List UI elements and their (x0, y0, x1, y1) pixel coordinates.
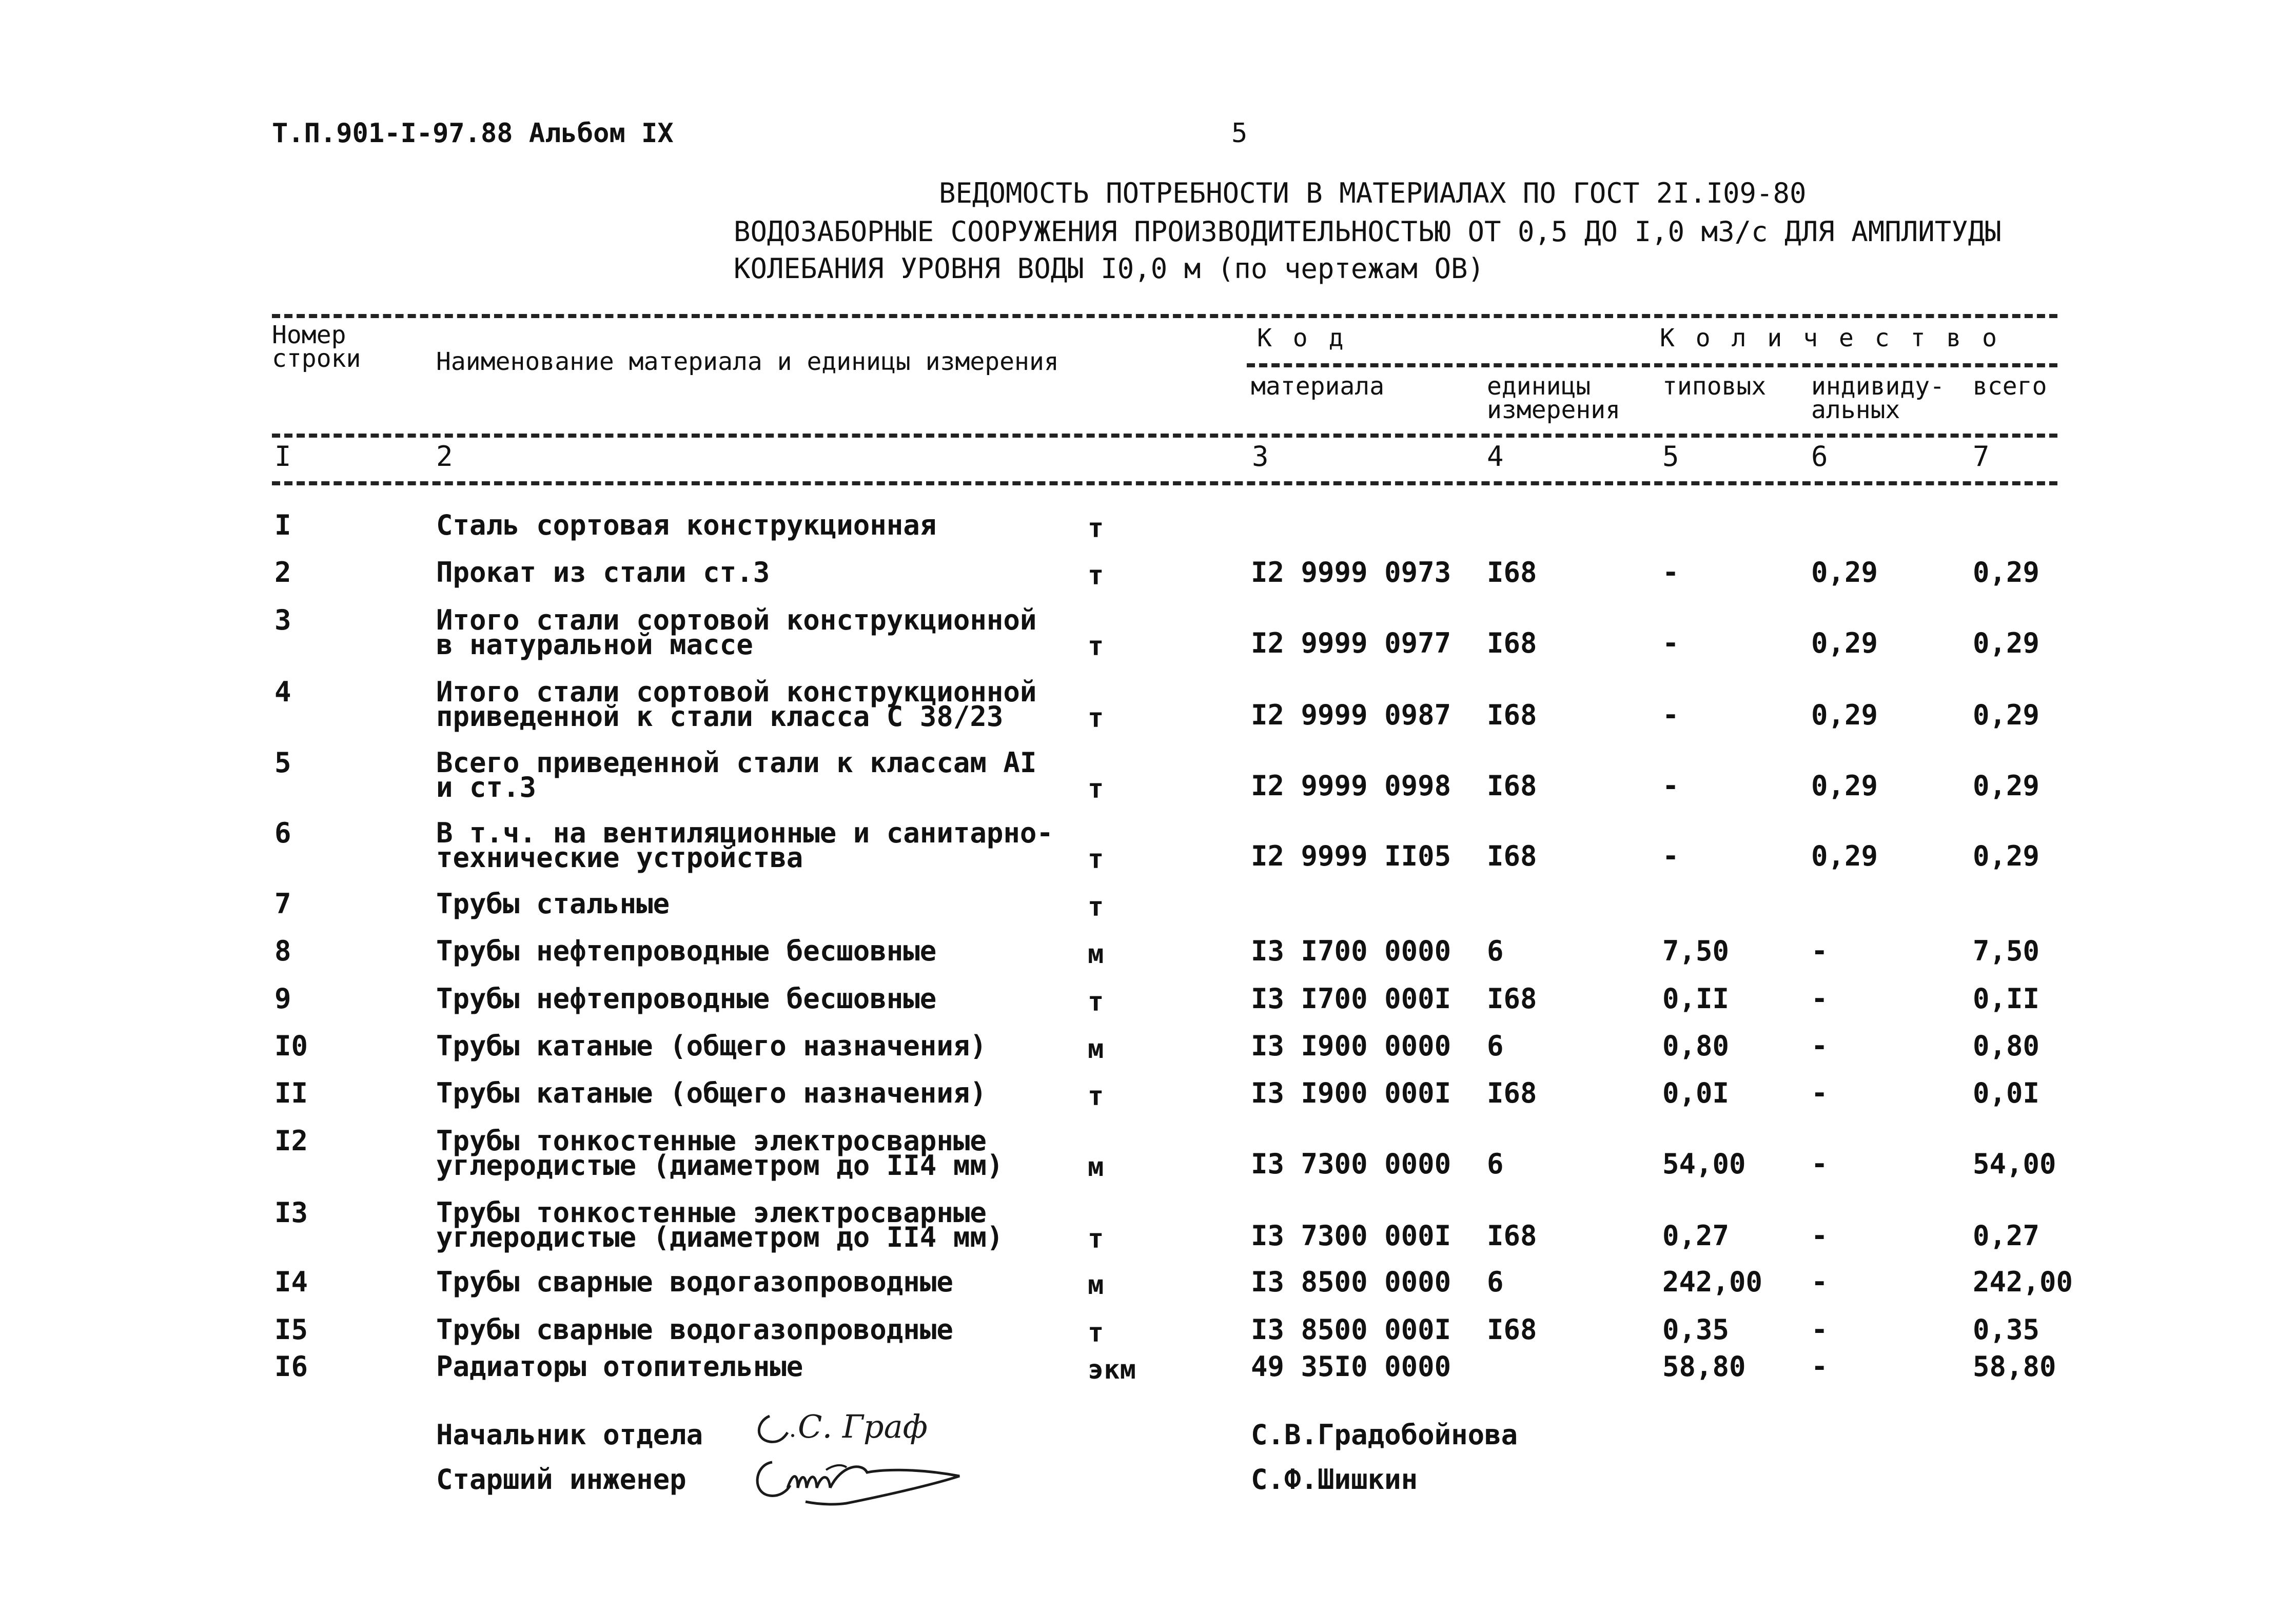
material-name: Трубы тонкостенные электросварные (436, 1125, 987, 1157)
col-qty-individual-line2: альных (1811, 396, 1900, 424)
unit-of-measure: м (1088, 939, 1104, 970)
row-number: 9 (274, 983, 291, 1015)
row-number: I0 (274, 1030, 308, 1062)
material-name: Итого стали сортовой конструкционной (436, 604, 1037, 636)
page-number: 5 (1231, 118, 1248, 149)
qty-typical: 0,II (1662, 983, 1730, 1015)
material-name: Сталь сортовая конструкционная (436, 509, 937, 541)
material-code: 49 35I0 0000 (1251, 1350, 1451, 1383)
col-code-unit-line2: измерения (1487, 396, 1621, 424)
row-number: 4 (274, 676, 291, 708)
title-line-2: ВОДОЗАБОРНЫЕ СООРУЖЕНИЯ ПРОИЗВОДИТЕЛЬНОСТЬЮ ОТ 0,5 ДО I,0 м3/с ДЛЯ АМПЛИТУДЫ (734, 215, 2001, 248)
head-of-department-name: С.В.Градобойнова (1251, 1419, 1518, 1451)
material-code: I3 I700 000I (1251, 983, 1451, 1015)
material-name-continued: и ст.3 (436, 771, 537, 803)
qty-individual: - (1811, 1077, 1828, 1109)
qty-typical: 54,00 (1662, 1148, 1746, 1180)
unit-of-measure: т (1088, 1081, 1104, 1112)
material-code: I3 7300 000I (1251, 1220, 1451, 1252)
senior-engineer-signature (744, 1444, 1011, 1513)
qty-typical: - (1662, 840, 1679, 872)
row-number: 8 (274, 935, 291, 967)
unit-code: I68 (1487, 556, 1537, 588)
material-code: I2 9999 0977 (1251, 627, 1451, 659)
unit-code: 6 (1487, 935, 1504, 967)
qty-individual: - (1811, 1350, 1828, 1383)
col-row-number-line2: строки (272, 344, 361, 373)
row-number: 5 (274, 746, 291, 779)
row-number: 3 (274, 604, 291, 636)
unit-code: I68 (1487, 1220, 1537, 1252)
material-code: I3 I900 0000 (1251, 1030, 1451, 1062)
unit-of-measure: т (1088, 1318, 1104, 1348)
material-name: Трубы тонкостенные электросварные (436, 1196, 987, 1229)
title-line-1: ВЕДОМОСТЬ ПОТРЕБНОСТИ В МАТЕРИАЛАХ ПО ГОСТ 2I.I09-80 (939, 177, 1807, 209)
col-number-4: 4 (1487, 440, 1504, 473)
qty-typical: - (1662, 699, 1679, 731)
unit-of-measure: т (1088, 560, 1104, 591)
col-material-name: Наименование материала и единицы измерения (436, 347, 1059, 376)
qty-individual: - (1811, 935, 1828, 967)
unit-of-measure: т (1088, 987, 1104, 1017)
qty-individual: 0,29 (1811, 770, 1878, 802)
unit-of-measure: м (1088, 1270, 1104, 1301)
material-code: I3 I900 000I (1251, 1077, 1451, 1109)
qty-total: 0,29 (1973, 699, 2040, 731)
material-code: I2 9999 II05 (1251, 840, 1451, 872)
col-number-6: 6 (1811, 440, 1828, 473)
unit-code: I68 (1487, 1077, 1537, 1109)
qty-typical: - (1662, 627, 1679, 659)
qty-total: 0,29 (1973, 556, 2040, 588)
qty-typical: - (1662, 556, 1679, 588)
qty-individual: - (1811, 1266, 1828, 1298)
qty-total: 58,80 (1973, 1350, 2056, 1383)
unit-of-measure: т (1088, 844, 1104, 875)
row-number: I2 (274, 1125, 308, 1157)
row-number: I4 (274, 1266, 308, 1298)
unit-code: 6 (1487, 1266, 1504, 1298)
material-code: I3 8500 000I (1251, 1313, 1451, 1346)
material-name-continued: технические устройства (436, 841, 803, 874)
row-number: I (274, 509, 291, 541)
unit-of-measure: т (1088, 631, 1104, 662)
qty-total: 0,II (1973, 983, 2040, 1015)
qty-typical: 0,0I (1662, 1077, 1730, 1109)
qty-total: 0,80 (1973, 1030, 2040, 1062)
unit-of-measure: т (1088, 1224, 1104, 1254)
material-name: Трубы нефтепроводные бесшовные (436, 935, 937, 967)
unit-code: I68 (1487, 770, 1537, 802)
qty-total: 7,50 (1973, 935, 2040, 967)
col-quantity-group: К о л и ч е с т в о (1660, 324, 2000, 352)
unit-code: I68 (1487, 1313, 1537, 1346)
material-name: Трубы нефтепроводные бесшовные (436, 983, 937, 1015)
qty-individual: - (1811, 1220, 1828, 1252)
row-number: 6 (274, 817, 291, 849)
material-name: Итого стали сортовой конструкционной (436, 676, 1037, 708)
col-qty-total: всего (1973, 372, 2047, 401)
row-number: II (274, 1077, 308, 1109)
unit-code: 6 (1487, 1148, 1504, 1180)
unit-code: I68 (1487, 983, 1537, 1015)
table-rule-subheader (1247, 363, 2057, 367)
table-rule-numbers-bottom (272, 481, 2057, 485)
unit-of-measure: т (1088, 892, 1104, 922)
material-code: I3 8500 0000 (1251, 1266, 1451, 1298)
unit-code: I68 (1487, 627, 1537, 659)
material-code: I3 I700 0000 (1251, 935, 1451, 967)
unit-of-measure: м (1088, 1152, 1104, 1183)
qty-typical: 0,27 (1662, 1220, 1730, 1252)
title-line-3: КОЛЕБАНИЯ УРОВНЯ ВОДЫ I0,0 м (по чертежам ОВ) (734, 252, 1484, 285)
unit-code: I68 (1487, 699, 1537, 731)
material-name-continued: в натуральной массе (436, 628, 753, 661)
qty-individual: - (1811, 1148, 1828, 1180)
col-qty-individual-line1: индивиду- (1811, 372, 1945, 401)
qty-total: 54,00 (1973, 1148, 2056, 1180)
col-code-material: материала (1251, 372, 1385, 401)
unit-code: I68 (1487, 840, 1537, 872)
row-number: I6 (274, 1350, 308, 1383)
col-number-2: 2 (436, 440, 453, 473)
senior-engineer-name: С.Ф.Шишкин (1251, 1463, 1418, 1496)
col-number-7: 7 (1973, 440, 1990, 473)
unit-code: 6 (1487, 1030, 1504, 1062)
material-name: Трубы катаные (общего назначения) (436, 1077, 987, 1109)
qty-individual: - (1811, 1030, 1828, 1062)
document-reference: Т.П.901-I-97.88 Альбом IX (272, 118, 674, 149)
qty-individual: 0,29 (1811, 699, 1878, 731)
table-rule-top (272, 314, 2057, 318)
row-number: I3 (274, 1196, 308, 1229)
unit-of-measure: т (1088, 774, 1104, 804)
table-rule-numbers-top (272, 434, 2057, 438)
col-code-unit-line1: единицы (1487, 372, 1591, 401)
qty-individual: - (1811, 983, 1828, 1015)
qty-total: 0,29 (1973, 840, 2040, 872)
material-name-continued: углеродистые (диаметром до II4 мм) (436, 1221, 1004, 1253)
qty-typical: - (1662, 770, 1679, 802)
col-qty-typical: типовых (1662, 372, 1767, 401)
qty-total: 242,00 (1973, 1266, 2073, 1298)
row-number: 2 (274, 556, 291, 588)
qty-typical: 0,80 (1662, 1030, 1730, 1062)
material-code: I2 9999 0998 (1251, 770, 1451, 802)
col-row-number-line1: Номер (272, 321, 346, 349)
qty-typical: 58,80 (1662, 1350, 1746, 1383)
qty-typical: 242,00 (1662, 1266, 1763, 1298)
qty-typical: 0,35 (1662, 1313, 1730, 1346)
material-name: Всего приведенной стали к классам АI (436, 746, 1037, 779)
material-code: I2 9999 0987 (1251, 699, 1451, 731)
qty-individual: 0,29 (1811, 556, 1878, 588)
unit-of-measure: экм (1088, 1354, 1136, 1385)
col-number-1: I (274, 440, 291, 473)
material-name: Радиаторы отопительные (436, 1350, 803, 1383)
qty-individual: - (1811, 1313, 1828, 1346)
svg-text:С. Граф: С. Граф (798, 1408, 928, 1445)
material-name-continued: углеродистые (диаметром до II4 мм) (436, 1149, 1004, 1182)
row-number: 7 (274, 888, 291, 920)
qty-individual: 0,29 (1811, 840, 1878, 872)
material-name: Трубы стальные (436, 888, 670, 920)
qty-individual: 0,29 (1811, 627, 1878, 659)
qty-total: 0,27 (1973, 1220, 2040, 1252)
material-code: I3 7300 0000 (1251, 1148, 1451, 1180)
material-code: I2 9999 0973 (1251, 556, 1451, 588)
unit-of-measure: т (1088, 703, 1104, 734)
material-name-continued: приведенной к стали класса С 38/23 (436, 700, 1004, 733)
material-name: В т.ч. на вентиляционные и санитарно- (436, 817, 1053, 849)
material-name: Трубы катаные (общего назначения) (436, 1030, 987, 1062)
unit-of-measure: м (1088, 1034, 1104, 1065)
col-number-5: 5 (1662, 440, 1679, 473)
qty-total: 0,0I (1973, 1077, 2040, 1109)
col-code-group: К о д (1257, 324, 1347, 352)
material-name: Трубы сварные водогазопроводные (436, 1266, 953, 1298)
row-number: I5 (274, 1313, 308, 1346)
qty-typical: 7,50 (1662, 935, 1730, 967)
material-name: Прокат из стали ст.3 (436, 556, 770, 588)
qty-total: 0,29 (1973, 627, 2040, 659)
qty-total: 0,35 (1973, 1313, 2040, 1346)
qty-total: 0,29 (1973, 770, 2040, 802)
material-name: Трубы сварные водогазопроводные (436, 1313, 953, 1346)
col-number-3: 3 (1252, 440, 1269, 473)
senior-engineer-title: Старший инженер (436, 1463, 686, 1496)
unit-of-measure: т (1088, 513, 1104, 544)
head-of-department-title: Начальник отдела (436, 1419, 703, 1451)
